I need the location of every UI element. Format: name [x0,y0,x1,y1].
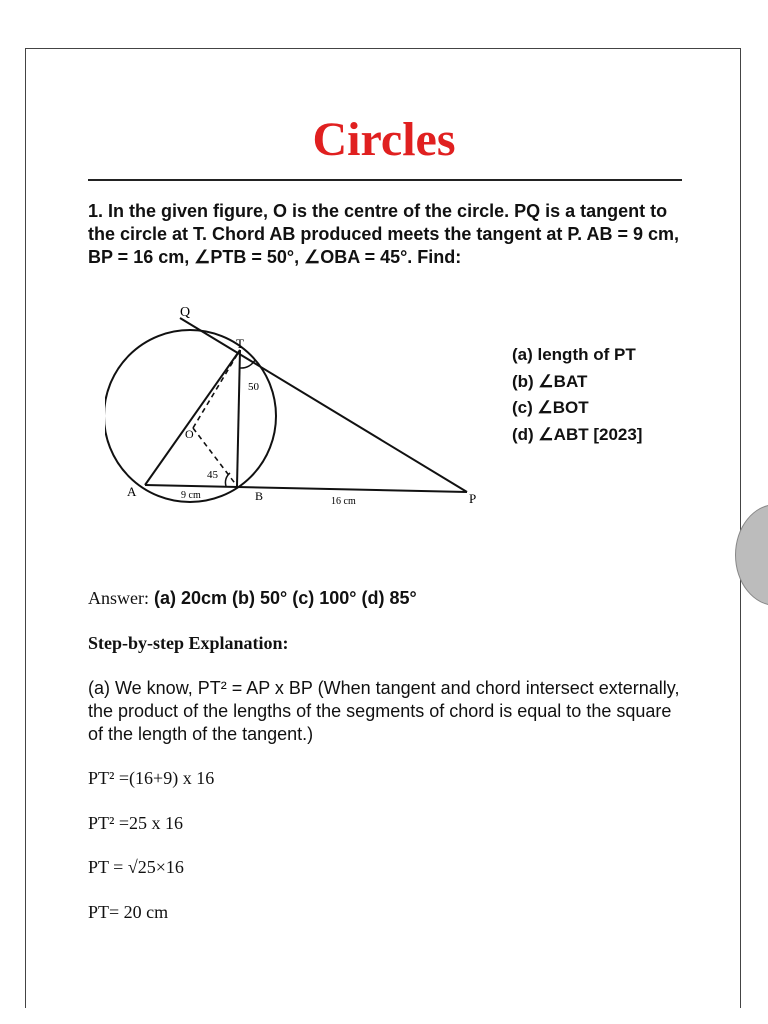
label-angle-t: 50 [248,381,259,393]
part-d: (d) ∠ABT [2023] [512,424,643,444]
label-bp: 16 cm [331,496,356,507]
part-b: (b) ∠BAT [512,371,588,391]
page-title: Circles [312,113,456,166]
part-c: (c) ∠BOT [512,398,589,417]
question-text [88,200,688,269]
label-t: T [236,336,244,351]
angle-arc-b [225,473,230,486]
explanation-text: (a) We know, PT² = AP x BP (When tangent and chord intersect externally, the product of the lengths of the segments of chord is equal to the square of the length of the tangent.) [88,678,680,744]
label-ab: 9 cm [181,490,201,501]
answer-line [88,588,417,609]
circle-figure [105,298,505,518]
parts-list [512,342,642,448]
answer-label: Answer: [88,588,149,608]
title-divider [88,179,682,181]
equation-1: PT² =(16+9) x 16 [88,768,215,788]
answer-text: (a) 20cm (b) 50° (c) 100° (d) 85° [149,588,417,608]
label-a: A [127,484,137,499]
label-angle-b: 45 [207,469,218,481]
equation-4: PT= 20 cm [88,902,169,922]
chord-tb [237,350,240,486]
label-q: Q [180,305,191,320]
label-p: P [469,491,477,506]
label-o: O [185,427,194,441]
steps-heading: Step-by-step Explanation: [88,633,289,653]
tangent-line [180,318,467,492]
question-lead: 1. In the given figure, O is the centre of the circle. PQ is a tangent to the circle at T. Chord AB produced meets the tangent at P. [88,201,668,244]
equation-2: PT² =25 x 16 [88,813,184,833]
part-a: (a) length of PT [512,345,636,364]
equation-3: PT = √25×16 [88,857,184,877]
label-b: B [255,489,264,503]
question-givens: AB = 9 cm, BP = 16 cm, ∠PTB = 50°, ∠OBA = 45°. Find: [88,224,679,267]
circle [105,330,276,502]
chord-at [145,350,240,485]
